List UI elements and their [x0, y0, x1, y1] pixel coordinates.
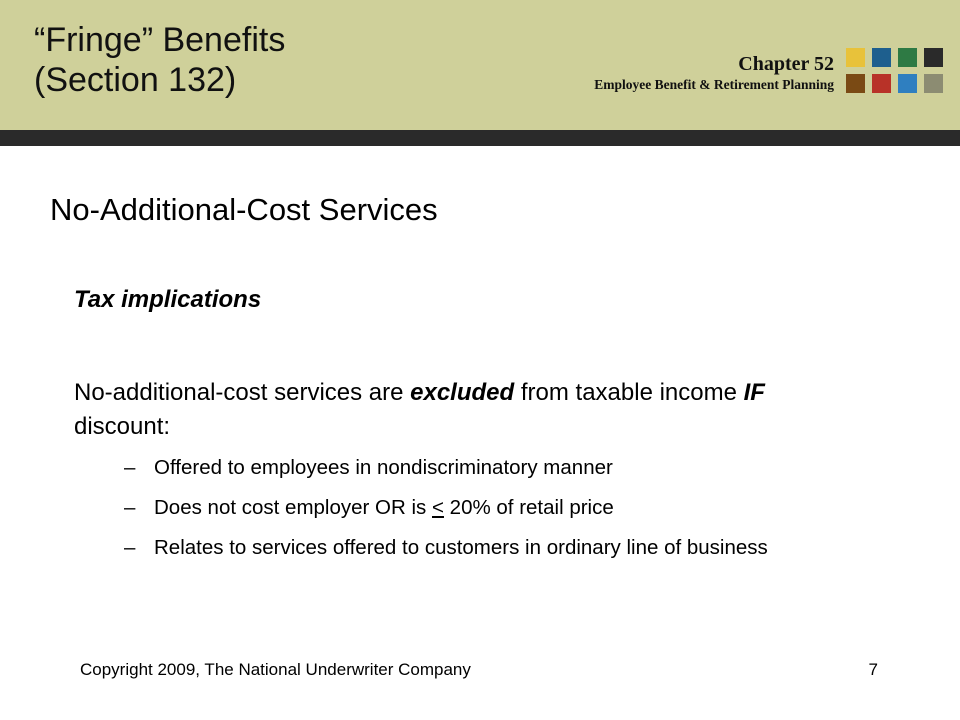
title-line-1: “Fringe” Benefits	[34, 21, 286, 59]
bullet-dash: –	[124, 536, 136, 559]
color-square-3	[898, 48, 917, 67]
less-than-or-equal-symbol: <	[432, 496, 444, 519]
footer-copyright: Copyright 2009, The National Underwriter Company	[80, 660, 471, 679]
color-square-8	[924, 74, 943, 93]
slide-title	[34, 20, 285, 100]
chapter-label	[594, 52, 834, 94]
subheading: Tax implications	[74, 286, 262, 313]
page-number: 7	[868, 660, 878, 679]
color-square-1	[846, 48, 865, 67]
list-item	[124, 456, 844, 480]
para-emphasis-if: IF	[743, 379, 765, 406]
bullet-list	[124, 456, 844, 576]
color-square-6	[872, 74, 891, 93]
bullet-dash: –	[124, 456, 136, 479]
bullet-text: Offered to employees in nondiscriminatory manner	[154, 456, 613, 479]
para-text-2: from taxable income	[514, 379, 744, 406]
chapter-subtitle: Employee Benefit & Retirement Planning	[594, 77, 834, 92]
list-item	[124, 496, 844, 520]
color-square-5	[846, 74, 865, 93]
bullet-text: Relates to services offered to customers in ordinary line of business	[154, 536, 768, 559]
list-item	[124, 536, 844, 560]
title-line-2: (Section 132)	[34, 61, 237, 99]
bullet-dash: –	[124, 496, 136, 519]
para-text-3: discount:	[74, 413, 171, 440]
bullet-text-2: 20% of retail price	[443, 496, 614, 519]
color-square-7	[898, 74, 917, 93]
section-heading: No-Additional-Cost Services	[50, 192, 438, 227]
body-paragraph	[74, 376, 854, 444]
para-text-1: No-additional-cost services are	[74, 379, 411, 406]
color-square-2	[872, 48, 891, 67]
bullet-text-1: Does not cost employer OR is	[154, 496, 432, 519]
header-divider-bar	[0, 130, 960, 146]
chapter-number: Chapter 52	[738, 53, 834, 75]
para-emphasis-excluded: excluded	[410, 379, 515, 406]
color-squares-logo	[846, 48, 946, 98]
color-square-4	[924, 48, 943, 67]
